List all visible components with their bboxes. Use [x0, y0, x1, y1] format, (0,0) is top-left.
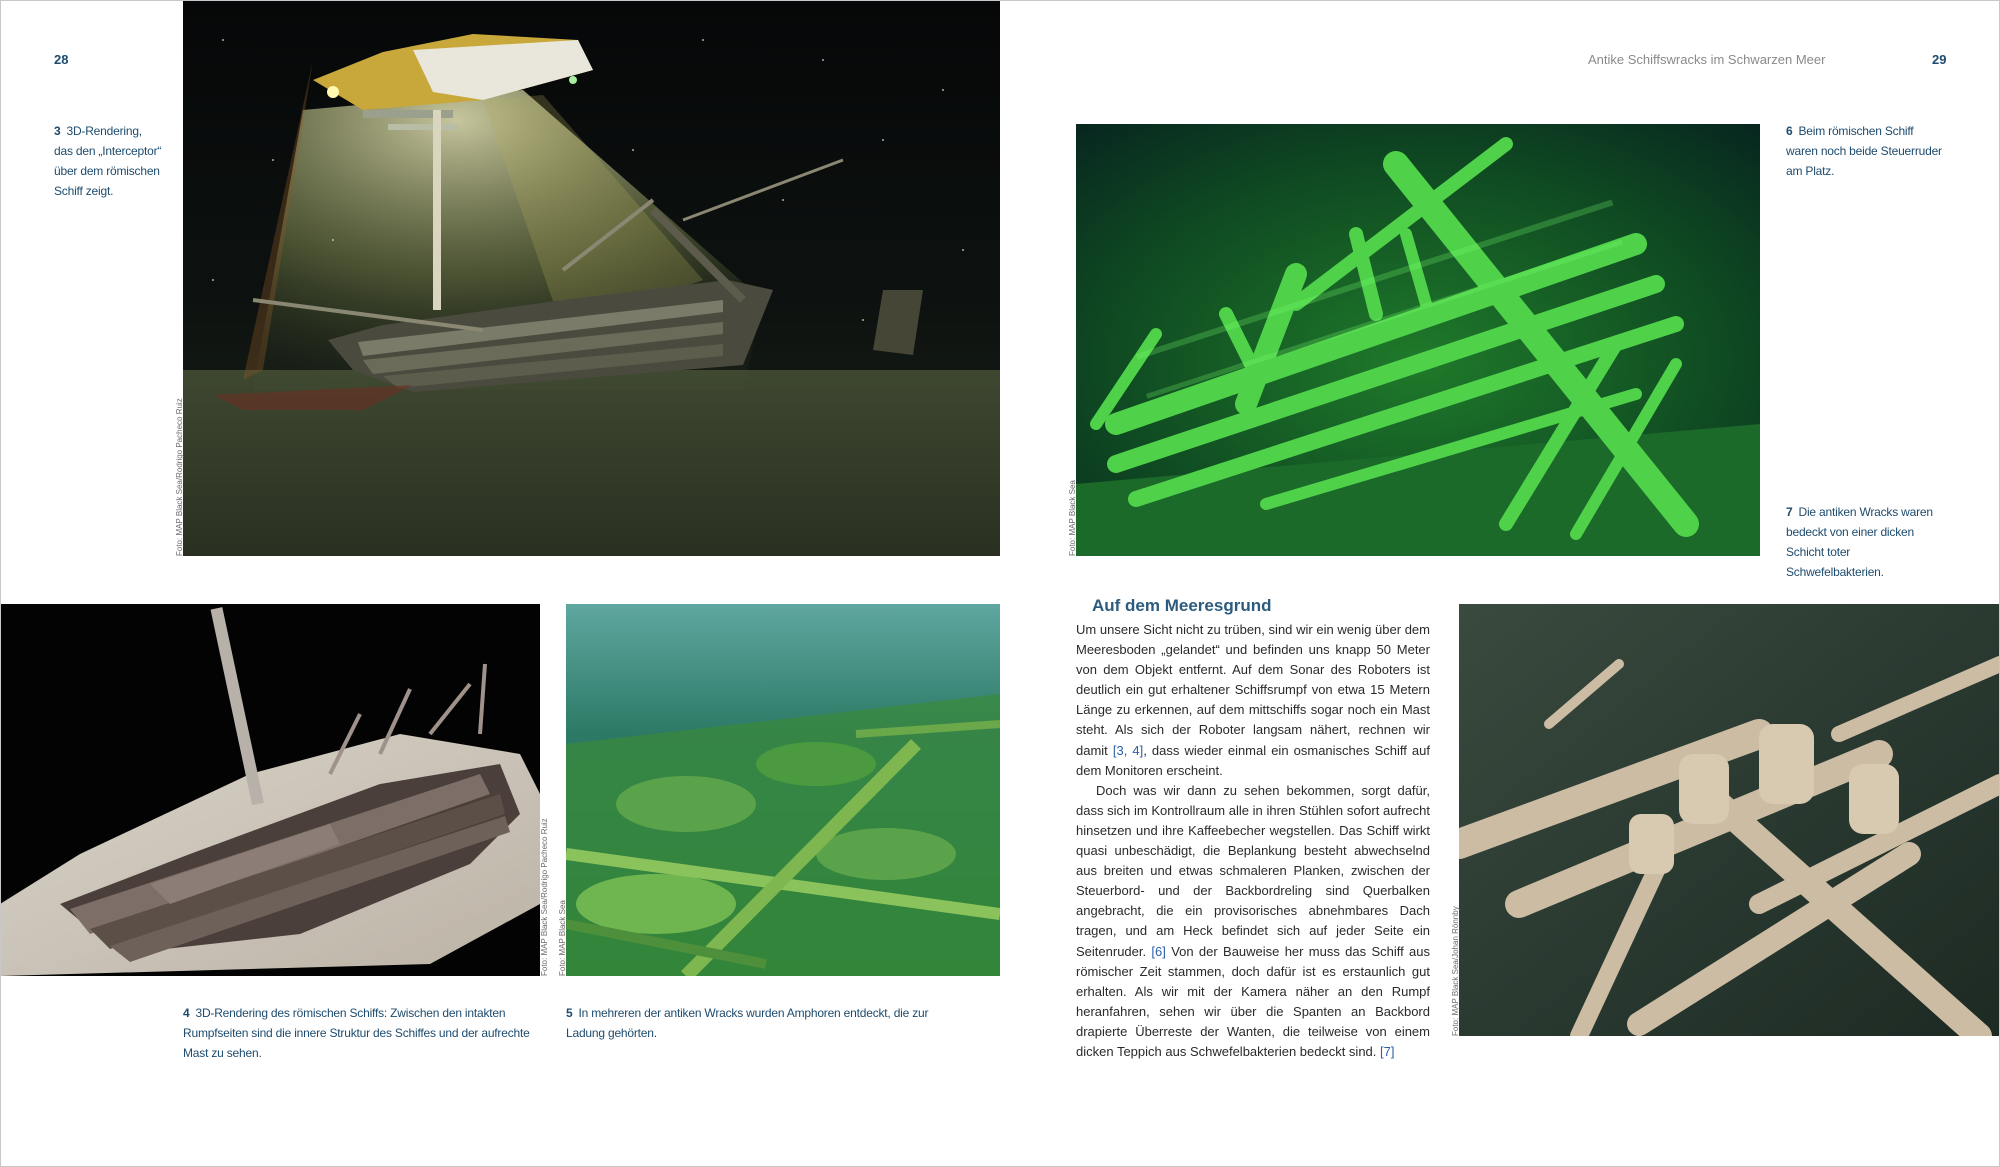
caption-figure-5	[566, 1003, 946, 1043]
caption-number: 3	[54, 124, 61, 138]
roman-ship-3d-image	[0, 604, 540, 976]
photo-rov-rendering	[183, 0, 1000, 556]
reference-link[interactable]: [3, 4]	[1112, 742, 1144, 758]
caption-text: 3D-Rendering, das den „Interceptor“ über dem römischen Schiff zeigt.	[54, 124, 162, 198]
paragraph-text: Um unsere Sicht nicht zu trüben, sind wir ein wenig über dem Meeresboden „gelandet“ und befinden uns knapp 50 Meter von dem Objekt entfernt. Auf dem Sonar des Roboters ist deutlich ein gut erhaltener Schiffsrumpf von etwa 15 Metern Länge zu erkennen, auf dem mittschiffs sogar noch ein Mast steht. Als sich der Roboter langsam nähert, rechnen wir damit	[1076, 622, 1430, 758]
rov-rendering-image	[183, 0, 1000, 556]
photo-credit-figure-3: Foto: MAP Black Sea/Rodrigo Pacheco Ruiz	[175, 398, 184, 556]
caption-number: 6	[1786, 124, 1793, 138]
photo-green-wreck	[1076, 124, 1760, 556]
caption-text: In mehreren der antiken Wracks wurden Amphoren entdeckt, die zur Ladung gehörten.	[566, 1006, 929, 1040]
photo-roman-ship-3d	[0, 604, 540, 976]
paragraph-text: Doch was wir dann zu sehen bekommen, sorgt dafür, dass sich im Kontrollraum alle in ihren Stühlen sofort aufrecht hinsetzen und ihre Kaffeebecher wegstellen. Das Schiff wirkt quasi unbeschädigt, die Beplankung besteht abwechselnd aus breiten und etwas schmaleren Planken, zwischen der Steuerbord- und der Backbordreling sind Querbalken angebracht, die ein provisorisches abnehmbares Dach tragen, und am Heck befindet sich auf jeder Seite ein Seitenruder.	[1076, 782, 1430, 959]
reference-link[interactable]: [6]	[1151, 943, 1166, 959]
photo-amphorae-wreck	[566, 604, 1000, 976]
caption-text: Beim römischen Schiff waren noch beide Steuerruder am Platz.	[1786, 124, 1942, 178]
caption-text: Die antiken Wracks waren bedeckt von einer dicken Schicht toter Schwefelbakterien.	[1786, 505, 1933, 579]
caption-figure-6	[1786, 121, 1946, 181]
caption-text: 3D-Rendering des römischen Schiffs: Zwischen den intakten Rumpfseiten sind die innere Struktur des Schiffes und der aufrechte Mast zu sehen.	[183, 1006, 530, 1060]
section-heading: Auf dem Meeresgrund	[1092, 596, 1272, 615]
caption-figure-4	[183, 1003, 543, 1063]
caption-figure-7	[1786, 502, 1946, 582]
paragraph-1	[1076, 620, 1430, 781]
paragraph-2	[1076, 781, 1430, 1062]
photo-sediment-timbers	[1459, 604, 2000, 1036]
photo-credit-figure-5: Foto: MAP Black Sea	[558, 900, 567, 976]
page-number-left: 28	[54, 52, 69, 67]
photo-credit-figure-4: Foto: MAP Black Sea/Rodrigo Pacheco Ruiz	[540, 818, 549, 976]
caption-number: 7	[1786, 505, 1793, 519]
paragraph-text: , dass wieder einmal ein osmanisches Schiff auf dem Monitoren erscheint.	[1076, 742, 1430, 778]
amphorae-wreck-image	[566, 604, 1000, 976]
caption-number: 5	[566, 1006, 573, 1020]
caption-number: 4	[183, 1006, 190, 1020]
running-head: Antike Schiffswracks im Schwarzen Meer	[1588, 52, 1826, 67]
caption-figure-3	[54, 121, 162, 201]
reference-link[interactable]: [7]	[1380, 1043, 1395, 1059]
photo-credit-figure-7: Foto: MAP Black Sea	[1068, 480, 1077, 556]
green-wreck-image	[1076, 124, 1760, 556]
page-number-right: 29	[1932, 52, 1947, 67]
article-body	[1076, 620, 1430, 1062]
sediment-timbers-image	[1459, 604, 2000, 1036]
paragraph-text: Von der Bauweise her muss das Schiff aus römischer Zeit stammen, doch dafür ist es erstaunlich gut erhalten. Als wir mit der Kamera näher an den Rumpf heranfahren, sehen wir über die Spanten an Backbord drapierte Überreste der Wanten, die teilweise von einem dicken Teppich aus Schwefelbakterien bedeckt sind.	[1076, 943, 1430, 1059]
photo-credit-bottom-right: Foto: MAP Black Sea/Johan Rönnby	[1451, 906, 1460, 1036]
